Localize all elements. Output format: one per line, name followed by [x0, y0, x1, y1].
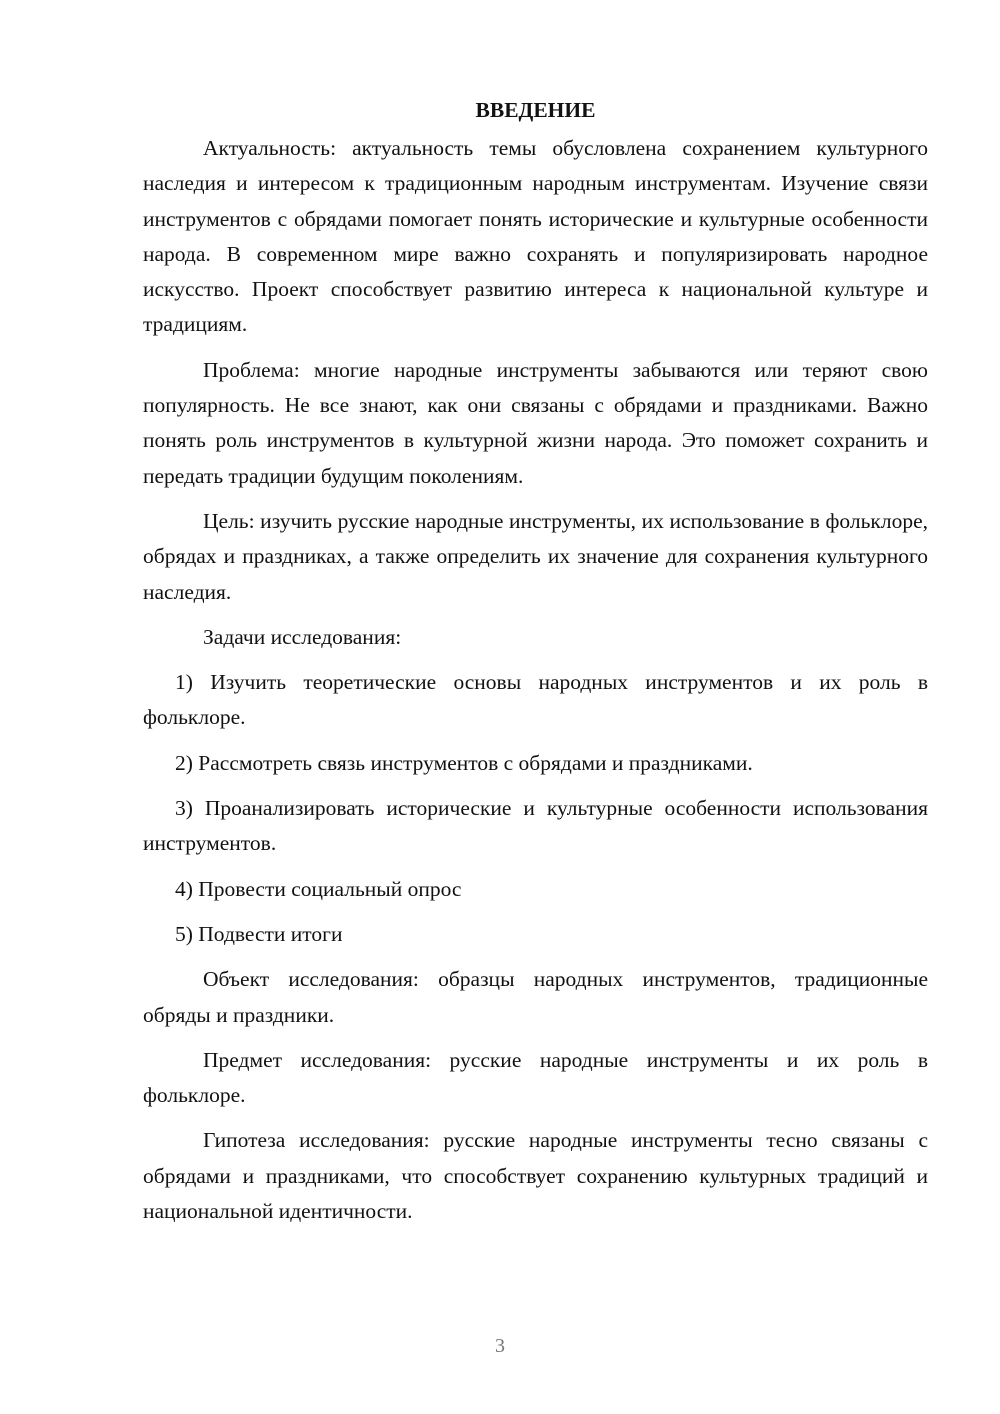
page-number: 3 — [495, 1335, 505, 1357]
task-item-4: 4) Провести социальный опрос — [175, 876, 462, 901]
document-body — [143, 95, 928, 1229]
paragraph-goal: Цель: изучить русские народные инструменты, их использование в фольклоре, обрядах и праздниках, а также определить их значение для сохранения культурного наследия. — [143, 508, 928, 604]
paragraph-subject: Предмет исследования: русские народные инструменты и их роль в фольклоре. — [143, 1047, 928, 1108]
task-item-2: 2) Рассмотреть связь инструментов с обрядами и праздниками. — [175, 750, 753, 775]
task-item-5: 5) Подвести итоги — [175, 921, 343, 946]
page-title: ВВЕДЕНИЕ — [475, 98, 596, 122]
paragraph-tasks-heading: Задачи исследования: — [203, 624, 402, 649]
paragraph-problem: Проблема: многие народные инструменты забываются или теряют свою популярность. Не все знают, как они связаны с обрядами и праздниками. Важно понять роль инструментов в культурной жизни народа. Это поможет сохранить и передать традиции будущим поколениям. — [143, 357, 928, 488]
paragraph-hypothesis: Гипотеза исследования: русские народные инструменты тесно связаны с обрядами и праздниками, что способствует сохранению культурных традиций и национальной идентичности. — [143, 1128, 928, 1224]
task-item-3: 3) Проанализировать исторические и культурные особенности использования инструментов. — [143, 796, 928, 856]
paragraph-relevance: Актуальность: актуальность темы обусловлена сохранением культурного наследия и интересом к традиционным народным инструментам. Изучение связи инструментов с обрядами помогает понять исторические и культурные особенности народа. В современном мире важно сохранять и популяризировать народное искусство. Проект способствует развитию интереса к национальной культуре и традициям. — [143, 136, 928, 337]
task-item-1: 1) Изучить теоретические основы народных инструментов и их роль в фольклоре. — [143, 670, 928, 730]
paragraph-object: Объект исследования: образцы народных инструментов, традиционные обряды и праздники. — [143, 967, 928, 1027]
